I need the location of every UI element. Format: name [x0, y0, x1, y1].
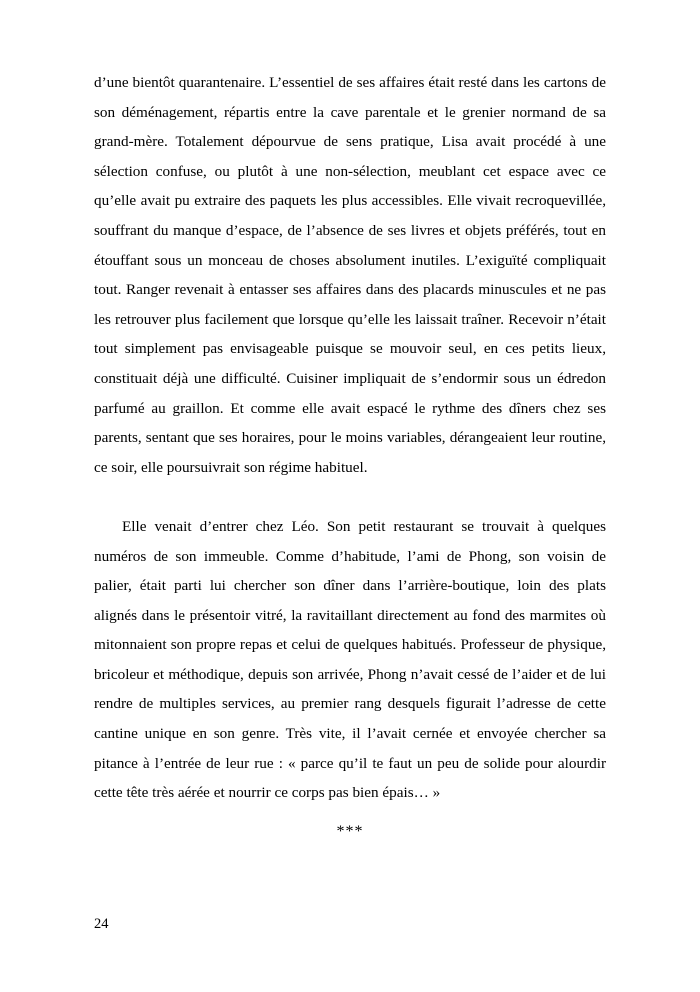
scene-break-separator: *** — [336, 823, 364, 840]
body-text-column — [94, 68, 606, 808]
page-number: 24 — [94, 916, 109, 932]
paragraph-1: d’une bientôt quarantenaire. L’essentiel de ses affaires était resté dans les cartons de son déménagement, répartis entre la cave parentale et le grenier normand de sa grand-mère. Totalement dépourvue de sens pratique, Lisa avait procédé à une sélection confuse, ou plutôt à une non-sélection, meublant cet espace avec ce qu’elle avait pu extraire des paquets les plus accessibles. Elle vivait recroquevillée, souffrant du manque d’espace, de l’absence de ses livres et objets préférés, tout en étouffant sous un monceau de choses absolument inutiles. L’exiguïté compliquait tout. Ranger revenait à entasser ses affaires dans des placards minuscules et ne pas les retrouver plus facilement que lorsque qu’elle les laissait traîner. Recevoir n’était tout simplement pas envisageable puisque se mouvoir seul, en ces petits lieux, constituait déjà une difficulté. Cuisiner impliquait de s’endormir sous un édredon parfumé au graillon. Et comme elle avait espacé le rythme des dîners chez ses parents, sentant que ses horaires, pour le moins variables, dérangeaient leur routine, ce soir, elle poursuivrait son régime habituel. — [94, 74, 606, 476]
paragraph-2: Elle venait d’entrer chez Léo. Son petit restaurant se trouvait à quelques numéros de son immeuble. Comme d’habitude, l’ami de Phong, son voisin de palier, était parti lui chercher son dîner dans l’arrière-boutique, loin des plats alignés dans le présentoir vitré, la ravitaillant directement au fond des marmites où mitonnaient son propre repas et celui de quelques habitués. Professeur de physique, bricoleur et méthodique, depuis son arrivée, Phong n’avait cessé de l’aider et de lui rendre de multiples services, au premier rang desquels figurait l’adresse de cette cantine unique en son genre. Très vite, il l’avait cernée et envoyée chercher sa pitance à l’entrée de leur rue : « parce qu’il te faut un peu de solide pour alourdir cette tête très aérée et nourrir ce corps pas bien épais… » — [94, 517, 606, 802]
